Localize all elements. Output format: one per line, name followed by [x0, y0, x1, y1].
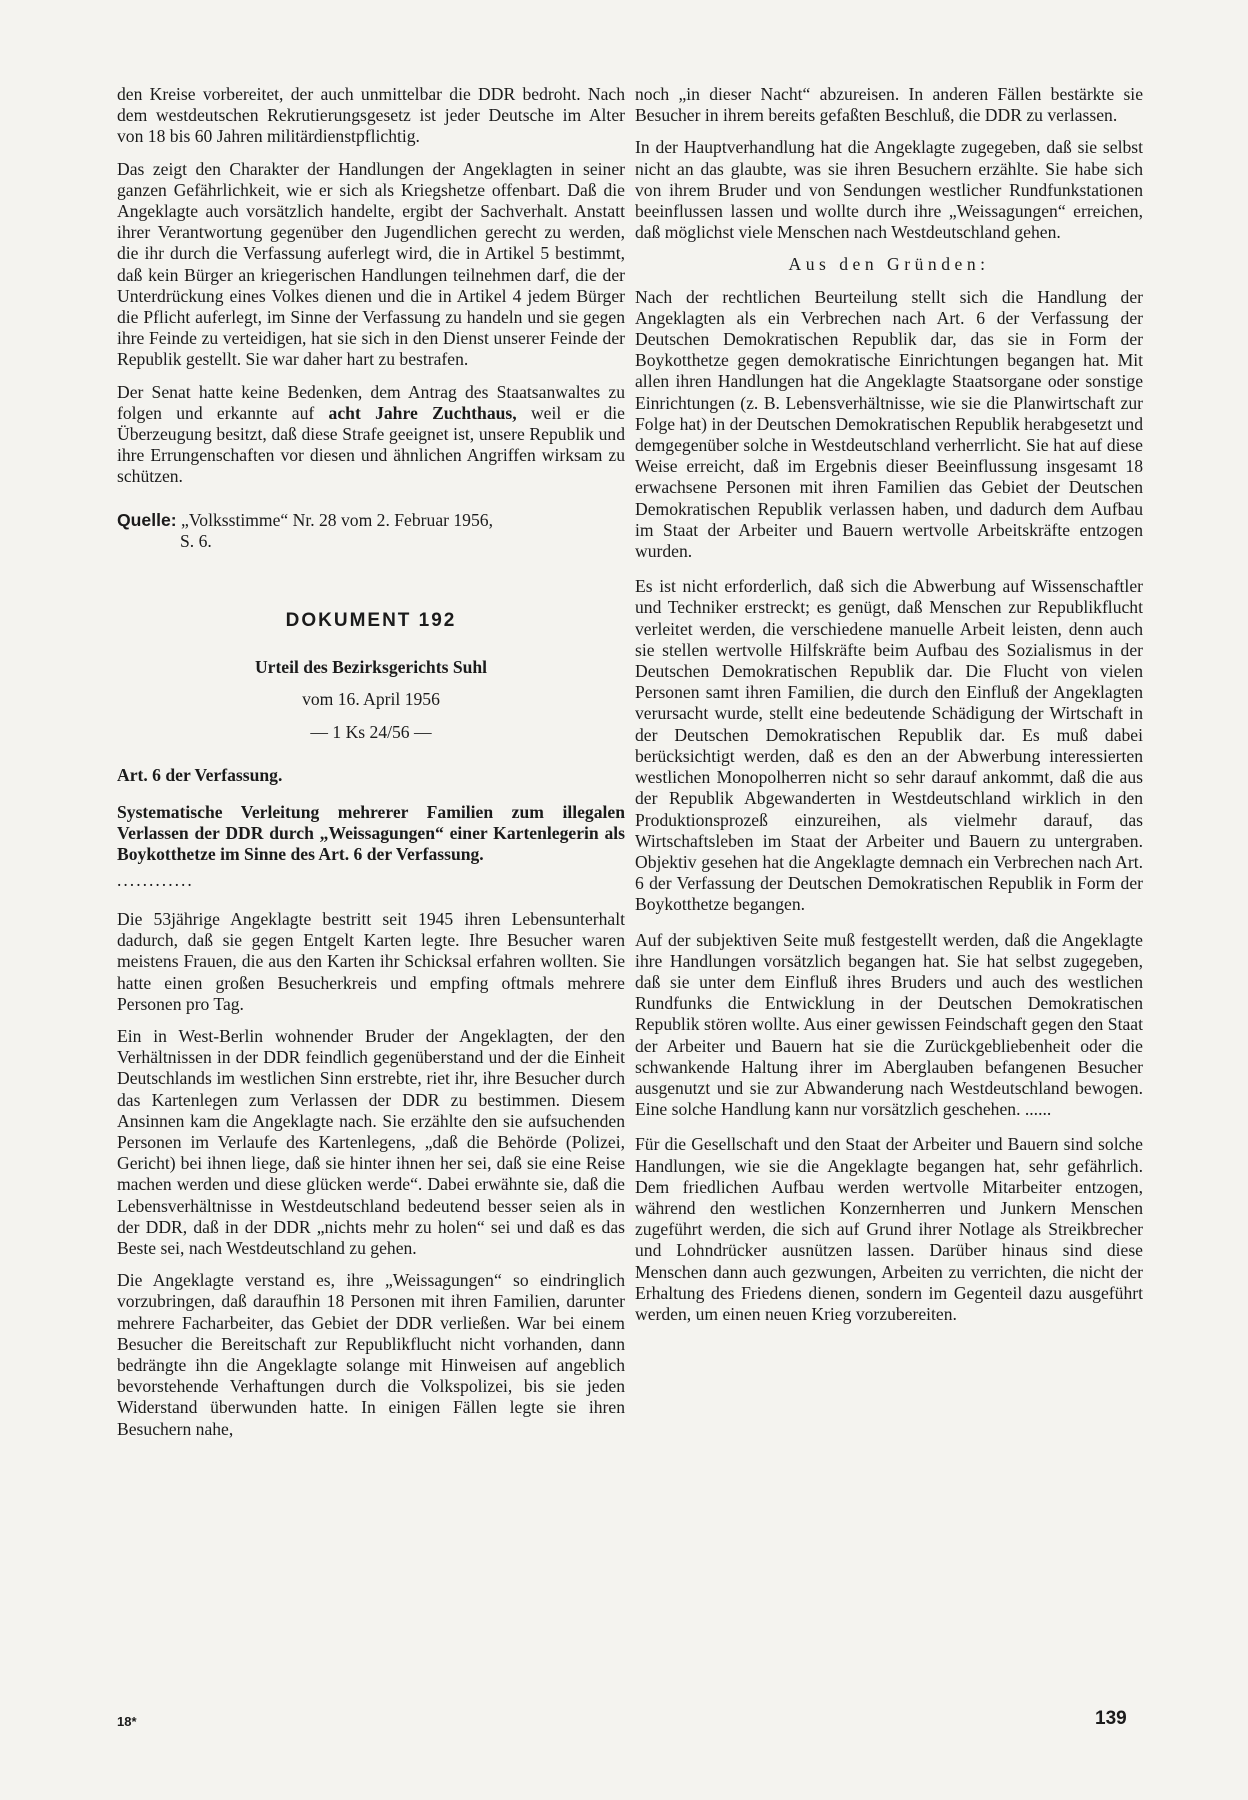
section-heading: Aus den Gründen: — [788, 254, 990, 275]
article-reference: Art. 6 der Verfassung. — [117, 764, 283, 785]
paragraph: Nach der rechtlichen Beurteilung stellt sich die Handlung der Angeklagten als ein Verbrechen nach Art. 6 der Verfassung der Deutschen Demokratischen Republik dar, das sie in Form der Boykotthetze gegen demokratische Einrichtungen begangen hat. Mit allen ihren Handlungen hat die Angeklagte Staatsorgane oder sonstige Einrichtungen (z. B. Lebensverhältnisse, wie sie die Planwirtschaft zur Folge hat) in der Deutschen Demokratischen Republik herabgesetzt und demgegenüber solche in Westdeutschland verherrlicht. Sie hat auf diese Weise erreicht, daß im Ergebnis dieser Beeinflussung insgesamt 18 erwachsene Personen mit ihren Familien das Gebiet der Deutschen Demokratischen Republik verlassen haben, und dadurch dem Aufbau im Staat der Arbeiter und Bauern wertvolle Arbeitskräfte entzogen wurden. — [635, 286, 1143, 562]
paragraph: Ein in West-Berlin wohnender Bruder der Angeklagten, der den Verhältnissen in der DDR feindlich gegenüberstand und der die Einheit Deutschlands im westlichen Sinn erstrebte, riet ihr, ihre Besucher durch das Kartenlegen zum Verlassen der DDR zu bestimmen. Diesem Ansinnen kam die Angeklagte nach. Sie erzählte den sie aufsuchenden Personen im Verlaufe des Kartenlegens, „daß die Behörde (Polizei, Gericht) bei ihnen liege, daß sie hinter ihnen her sei, daß sie eine Reise machen werden und diese glücken werde“. Dabei erwähnte sie, daß die Lebensverhältnisse in Westdeutschland bedeutend besser seien als in der DDR, daß in der DDR „nichts mehr zu holen“ sei und daß es das Beste sei, nach Westdeutschland zu gehen. — [117, 1025, 625, 1258]
document-title: DOKUMENT 192 — [285, 610, 457, 632]
court-name: Urteil des Bezirksgerichts Suhl — [254, 657, 488, 678]
page-number: 139 — [1095, 1708, 1127, 1729]
paragraph: Für die Gesellschaft und den Staat der Arbeiter und Bauern sind solche Handlungen, wie sie die Angeklagte begangen hat, sehr gefährlich. Dem friedlichen Aufbau werden wertvolle Mitarbeiter entzogen, während den westlichen Konzernherren und Junkern Menschen zugeführt werden, die sich auf Grund ihrer Notlage als Streikbrecher und Lohndrücker ausnützen lassen. Darüber hinaus sind diese Menschen dann auch gezwungen, Arbeiten zu verrichten, die nicht der Erhaltung des Friedens dienen, sondern im Gegenteil dazu ausgeführt werden, um einen neuen Krieg vorzubereiten. — [635, 1134, 1143, 1324]
right-column — [635, 84, 1143, 1336]
paragraph: Das zeigt den Charakter der Handlungen der Angeklagten in seiner ganzen Gefährlichkeit, wie er sich als Kriegshetze offenbart. Daß die Angeklagte auch vorsätzlich handelte, ergibt der Sachverhalt. Anstatt ihrer Verantwortung gegenüber den Jugendlichen gerecht zu werden, die ihr durch die Verfassung auferlegt wird, die in Artikel 5 bestimmt, daß kein Bürger an kriegerischen Handlungen teilnehmen darf, die der Unterdrückung eines Volkes dienen und die in Artikel 4 jedem Bürger die Pflicht auferlegt, im Sinne der Verfassung zu handeln und sie gegen ihre Feinde zu verteidigen, hat sie sich in den Dienst unserer Feinde der Republik gestellt. Sie war daher hart zu bestrafen. — [117, 158, 625, 370]
left-column — [117, 84, 625, 1451]
judgment-date: vom 16. April 1956 — [302, 689, 440, 710]
source-citation — [117, 510, 625, 552]
sentence-emphasis: acht Jahre Zuchthaus, — [328, 402, 517, 423]
source-label: Quelle: — [117, 509, 177, 530]
paragraph: den Kreise vorbereitet, der auch unmittelbar die DDR bedroht. Nach dem westdeutschen Rekrutierungsgesetz ist jeder Deutsche im Alter von 18 bis 60 Jahren militärdienstpflichtig. — [117, 84, 625, 147]
omission-marker: ............ — [117, 869, 194, 890]
source-text: „Volksstimme“ Nr. 28 vom 2. Februar 1956, — [176, 509, 493, 530]
text-run: weil er die Überzeugung besitzt, daß diese Strafe geeignet ist, unsere Republik und ihre Errungenschaften vor diesen und ähnlichen Angriffen wirksam zu schützen. — [117, 402, 625, 487]
text-run: Der Senat hatte keine Bedenken, dem Antrag des Staatsanwaltes zu folgen und erkannte auf — [117, 381, 625, 423]
headnote: Systematische Verleitung mehrerer Familien zum illegalen Verlassen der DDR durch „Weissagungen“ einer Kartenlegerin als Boykotthetze im Sinne des Art. 6 der Verfassung. — [117, 802, 625, 865]
source-page: S. 6. — [180, 530, 212, 551]
paragraph: Die Angeklagte verstand es, ihre „Weissagungen“ so eindringlich vorzubringen, daß daraufhin 18 Personen mit ihren Familien, darunter mehrere Facharbeiter, das Gebiet der DDR verließen. War bei einem Besucher die Bereitschaft zur Republikflucht nicht vorhanden, dann bedrängte ihn die Angeklagte solange mit Hinweisen auf angeblich bevorstehende Verhaftungen durch die Volkspolizei, bis sie jeden Widerstand überwunden hatte. In einigen Fällen legte sie ihren Besuchern nahe, — [117, 1270, 625, 1439]
sheet-signature: 18* — [117, 1714, 137, 1729]
paragraph: Es ist nicht erforderlich, daß sich die Abwerbung auf Wissenschaftler und Techniker erstreckt; es genügt, daß Menschen zur Republikflucht verleitet werden, die verschiedene manuelle Arbeit leisten, denn auch sie stellen wertvolle Hilfskräfte beim Aufbau des Sozialismus in der Deutschen Demokratischen Republik dar. Die Flucht von vielen Personen samt ihren Familien, die durch den Einfluß der Angeklagten verursacht wurde, stellt eine bedeutende Schädigung der Wirtschaft in der Deutschen Demokratischen Republik dar. Es muß dabei berücksichtigt werden, daß es den an der Abwerbung interessierten westlichen Monopolherren nicht so sehr darauf ankommt, daß die aus der Republik Abgewanderten in Westdeutschland wirklich in den Produktionsprozeß einzureihen, als vielmehr darauf, das Wirtschaftsleben im Staat der Arbeiter und Bauern zu untergraben. Objektiv gesehen hat die Angeklagte demnach ein Verbrechen nach Art. 6 der Verfassung der Deutschen Demokratischen Republik in Form der Boykotthetze begangen. — [635, 576, 1143, 915]
paragraph: In der Hauptverhandlung hat die Angeklagte zugegeben, daß sie selbst nicht an das glaubte, was sie ihren Besuchern erzählte. Sie habe sich von ihrem Bruder und von Sendungen westlicher Rundfunkstationen beeinflussen lassen und wollte durch ihre „Weissagungen“ erreichen, daß möglichst viele Menschen nach Westdeutschland gehen. — [635, 137, 1143, 243]
sentence-paragraph — [117, 382, 625, 488]
case-reference: — 1 Ks 24/56 — — [310, 721, 432, 742]
paragraph: Auf der subjektiven Seite muß festgestellt werden, daß die Angeklagte ihre Handlungen vorsätzlich begangen hat. Sie hat selbst zugegeben, daß sie unter dem Einfluß ihres Bruders und auch des westlichen Rundfunks die Entwicklung in der Deutschen Demokratischen Republik stören wollte. Aus einer gewissen Feindschaft gegen den Staat der Arbeiter und Bauern hat sie die Zurückgebliebenheit oder die schwankende Haltung ihrer im Aberglauben befangenen Besucher ausgenutzt und sie zur Abwanderung nach Westdeutschland bewogen. Eine solche Handlung kann nur vorsätzlich geschehen. ...... — [635, 929, 1143, 1120]
paragraph: Die 53jährige Angeklagte bestritt seit 1945 ihren Lebensunterhalt dadurch, daß sie gegen Entgelt Karten legte. Ihre Besucher waren meistens Frauen, die aus den Karten ihr Schicksal erfahren wollten. Sie hatte einen großen Besucherkreis und empfing oftmals mehrere Personen pro Tag. — [117, 908, 625, 1014]
document-header — [117, 610, 625, 743]
paragraph: noch „in dieser Nacht“ abzureisen. In anderen Fällen bestärkte sie Besucher in ihrem bereits gefaßten Beschluß, die DDR zu verlassen. — [635, 84, 1143, 126]
